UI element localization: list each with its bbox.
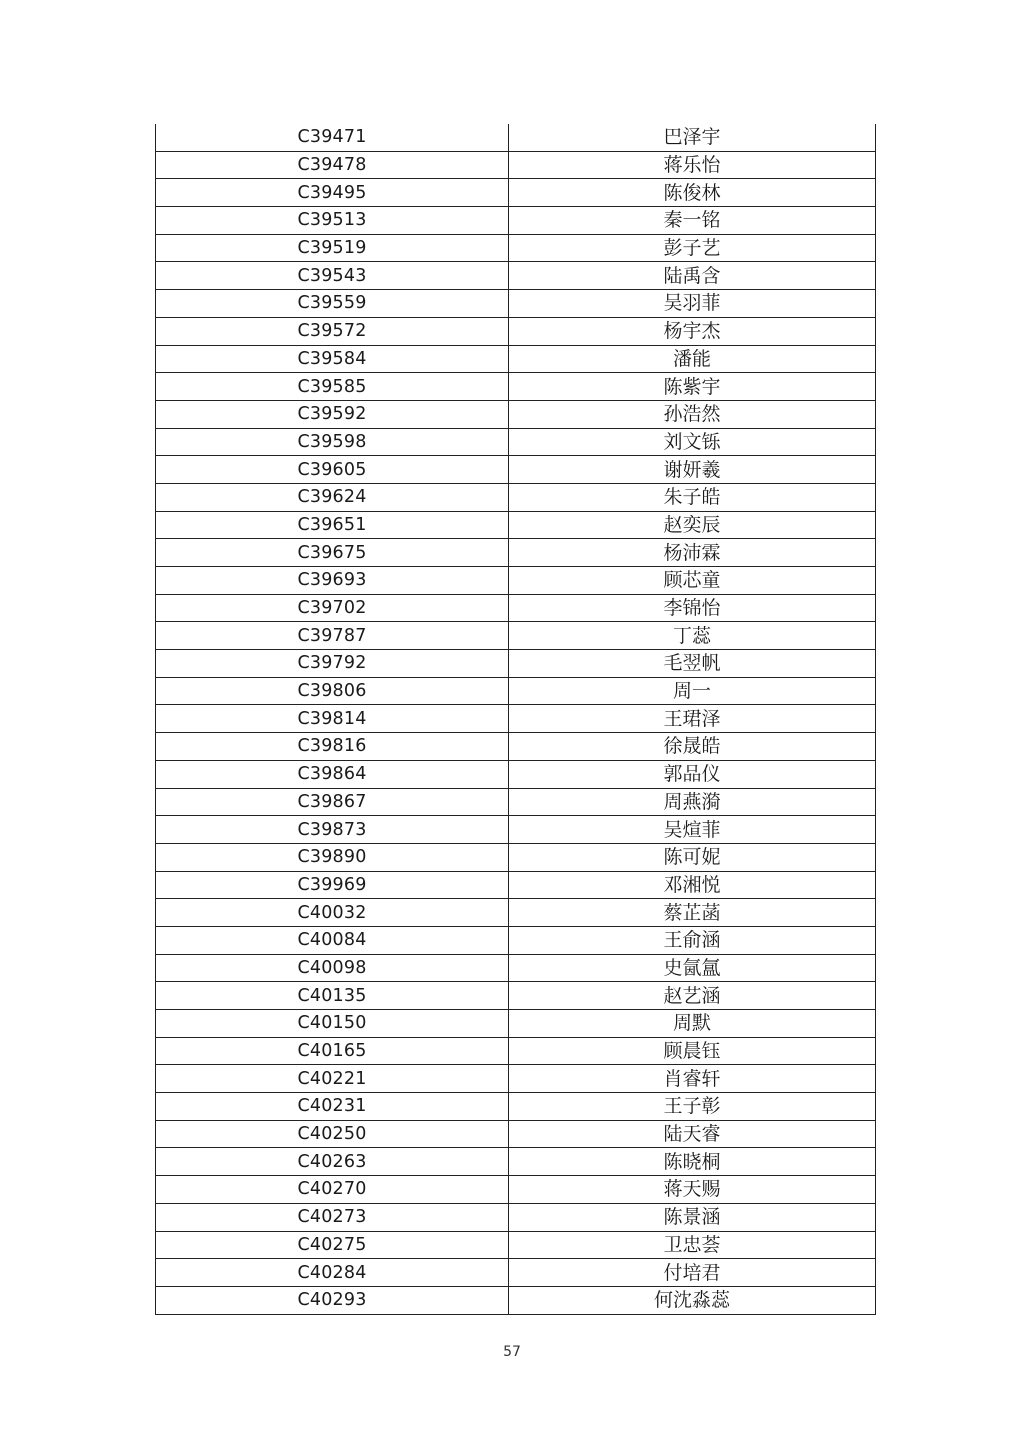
student-id-cell: C39592 [156, 400, 509, 428]
student-name-cell: 吴羽菲 [509, 290, 876, 318]
table-row [156, 1148, 876, 1176]
table-row [156, 1010, 876, 1038]
table-row [156, 1231, 876, 1259]
student-id-cell: C40165 [156, 1037, 509, 1065]
table-row [156, 400, 876, 428]
student-id-cell: C40150 [156, 1010, 509, 1038]
table-row [156, 1093, 876, 1121]
table-row [156, 788, 876, 816]
student-name-cell: 王俞涵 [509, 926, 876, 954]
student-id-cell: C39814 [156, 705, 509, 733]
table-row [156, 760, 876, 788]
student-id-cell: C39543 [156, 262, 509, 290]
student-name-cell: 周一 [509, 677, 876, 705]
student-name-cell: 彭子艺 [509, 234, 876, 262]
table-row [156, 1203, 876, 1231]
table-row [156, 899, 876, 927]
student-name-cell: 陈俊林 [509, 179, 876, 207]
student-name-cell: 陈景涵 [509, 1203, 876, 1231]
student-name-cell: 陈可妮 [509, 843, 876, 871]
student-id-cell: C40084 [156, 926, 509, 954]
table-row [156, 1065, 876, 1093]
student-id-cell: C40284 [156, 1259, 509, 1287]
student-id-cell: C39867 [156, 788, 509, 816]
roster-table [155, 124, 876, 1315]
student-id-cell: C39693 [156, 567, 509, 595]
student-id-cell: C39513 [156, 207, 509, 235]
table-row [156, 124, 876, 151]
student-name-cell: 王子彰 [509, 1093, 876, 1121]
student-name-cell: 史氤氲 [509, 954, 876, 982]
table-row [156, 1120, 876, 1148]
student-id-cell: C39478 [156, 151, 509, 179]
student-name-cell: 邓湘悦 [509, 871, 876, 899]
student-id-cell: C39651 [156, 511, 509, 539]
student-name-cell: 陆天睿 [509, 1120, 876, 1148]
student-id-cell: C39519 [156, 234, 509, 262]
student-id-cell: C39890 [156, 843, 509, 871]
table-row [156, 982, 876, 1010]
student-name-cell: 陆禹含 [509, 262, 876, 290]
student-id-cell: C39605 [156, 456, 509, 484]
table-row [156, 345, 876, 373]
student-name-cell: 徐晟皓 [509, 733, 876, 761]
student-id-cell: C39787 [156, 622, 509, 650]
table-row [156, 871, 876, 899]
table-row [156, 594, 876, 622]
student-name-cell: 郭品仪 [509, 760, 876, 788]
student-name-cell: 蒋天赐 [509, 1176, 876, 1204]
student-id-cell: C39559 [156, 290, 509, 318]
student-id-cell: C39816 [156, 733, 509, 761]
student-id-cell: C39702 [156, 594, 509, 622]
table-row [156, 262, 876, 290]
student-id-cell: C40250 [156, 1120, 509, 1148]
student-id-cell: C40098 [156, 954, 509, 982]
student-name-cell: 蒋乐怡 [509, 151, 876, 179]
student-name-cell: 周默 [509, 1010, 876, 1038]
student-name-cell: 李锦怡 [509, 594, 876, 622]
page-number: 57 [503, 1344, 521, 1360]
table-row [156, 843, 876, 871]
roster-table-body [156, 124, 876, 1314]
table-row [156, 511, 876, 539]
student-name-cell: 王珺泽 [509, 705, 876, 733]
table-row [156, 1176, 876, 1204]
student-id-cell: C39806 [156, 677, 509, 705]
student-name-cell: 巴泽宇 [509, 124, 876, 151]
student-name-cell: 陈晓桐 [509, 1148, 876, 1176]
student-id-cell: C39792 [156, 650, 509, 678]
student-name-cell: 周燕漪 [509, 788, 876, 816]
student-name-cell: 赵奕辰 [509, 511, 876, 539]
table-row [156, 622, 876, 650]
student-name-cell: 陈紫宇 [509, 373, 876, 401]
student-name-cell: 吴煊菲 [509, 816, 876, 844]
table-row [156, 1286, 876, 1314]
student-id-cell: C39969 [156, 871, 509, 899]
student-id-cell: C40135 [156, 982, 509, 1010]
student-id-cell: C40270 [156, 1176, 509, 1204]
table-row [156, 207, 876, 235]
student-name-cell: 付培君 [509, 1259, 876, 1287]
student-name-cell: 丁蕊 [509, 622, 876, 650]
student-name-cell: 顾晨钰 [509, 1037, 876, 1065]
student-name-cell: 秦一铭 [509, 207, 876, 235]
student-name-cell: 朱子皓 [509, 483, 876, 511]
student-name-cell: 何沈淼蕊 [509, 1286, 876, 1314]
student-name-cell: 毛翌帆 [509, 650, 876, 678]
student-name-cell: 孙浩然 [509, 400, 876, 428]
student-id-cell: C39585 [156, 373, 509, 401]
student-id-cell: C39864 [156, 760, 509, 788]
student-name-cell: 顾芯童 [509, 567, 876, 595]
table-row [156, 483, 876, 511]
table-row [156, 816, 876, 844]
student-id-cell: C40275 [156, 1231, 509, 1259]
student-id-cell: C39624 [156, 483, 509, 511]
student-id-cell: C40221 [156, 1065, 509, 1093]
student-name-cell: 赵艺涵 [509, 982, 876, 1010]
student-id-cell: C40293 [156, 1286, 509, 1314]
table-row [156, 539, 876, 567]
table-row [156, 179, 876, 207]
table-row [156, 234, 876, 262]
table-row [156, 926, 876, 954]
table-row [156, 456, 876, 484]
student-name-cell: 杨沛霖 [509, 539, 876, 567]
student-name-cell: 谢妍羲 [509, 456, 876, 484]
table-row [156, 317, 876, 345]
student-name-cell: 肖睿轩 [509, 1065, 876, 1093]
table-row [156, 373, 876, 401]
student-id-cell: C39584 [156, 345, 509, 373]
student-id-cell: C40273 [156, 1203, 509, 1231]
student-id-cell: C40032 [156, 899, 509, 927]
roster-table-container [155, 124, 875, 1315]
table-row [156, 650, 876, 678]
student-id-cell: C40263 [156, 1148, 509, 1176]
student-id-cell: C39675 [156, 539, 509, 567]
table-row [156, 290, 876, 318]
student-name-cell: 蔡芷菡 [509, 899, 876, 927]
student-id-cell: C39471 [156, 124, 509, 151]
student-id-cell: C39873 [156, 816, 509, 844]
table-row [156, 1259, 876, 1287]
table-row [156, 677, 876, 705]
student-id-cell: C39495 [156, 179, 509, 207]
table-row [156, 567, 876, 595]
student-name-cell: 潘能 [509, 345, 876, 373]
student-id-cell: C40231 [156, 1093, 509, 1121]
table-row [156, 733, 876, 761]
table-row [156, 1037, 876, 1065]
table-row [156, 705, 876, 733]
table-row [156, 954, 876, 982]
student-id-cell: C39598 [156, 428, 509, 456]
student-name-cell: 刘文铄 [509, 428, 876, 456]
table-row [156, 151, 876, 179]
table-row [156, 428, 876, 456]
student-id-cell: C39572 [156, 317, 509, 345]
student-name-cell: 杨宇杰 [509, 317, 876, 345]
student-name-cell: 卫忠荟 [509, 1231, 876, 1259]
